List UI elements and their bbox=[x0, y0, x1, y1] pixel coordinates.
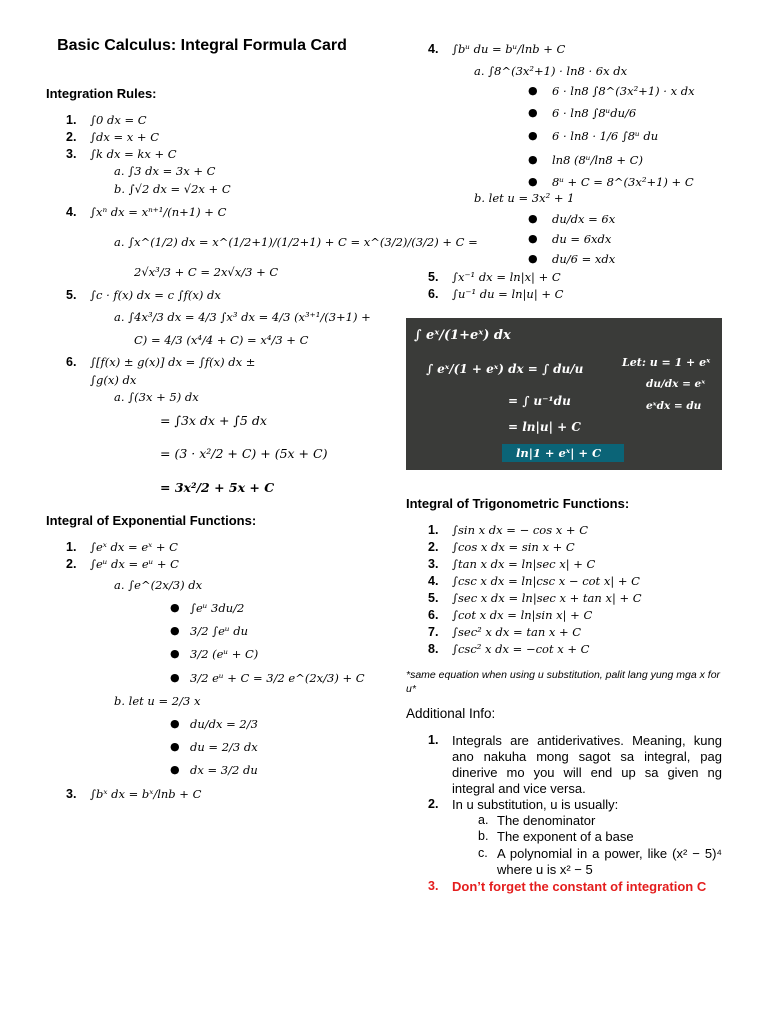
exp-step: du = 2/3 dx bbox=[190, 740, 258, 754]
info-sub-letter: c. bbox=[478, 846, 488, 860]
rule-step: = 3x²/2 + 5x + C bbox=[160, 480, 275, 495]
rule-sub-item: a. ∫4x³/3 dx = 4/3 ∫x³ dx = 4/3 (x³⁺¹/(3+1) + bbox=[114, 310, 371, 324]
board-dudx: du/dx = eˣ bbox=[646, 378, 706, 390]
exp-number: 3. bbox=[66, 787, 77, 801]
info-sub-item: The denominator bbox=[497, 813, 596, 828]
rule-sub-item: b. ∫√2 dx = √2x + C bbox=[114, 182, 231, 196]
trig-item: ∫cot x dx = ln|sin x| + C bbox=[452, 608, 593, 622]
rule-sub-item: a. ∫3 dx = 3x + C bbox=[114, 164, 216, 178]
rule-number: 2. bbox=[66, 130, 77, 144]
exp-step: 3/2 eᵘ + C = 3/2 e^(2x/3) + C bbox=[190, 671, 365, 685]
trig-item: ∫csc² x dx = −cot x + C bbox=[452, 642, 590, 656]
trig-number: 1. bbox=[428, 523, 439, 537]
bullet-icon: ● bbox=[170, 671, 180, 684]
trig-item: ∫sec² x dx = tan x + C bbox=[452, 625, 582, 639]
info-number: 1. bbox=[428, 733, 439, 747]
bullet-icon: ● bbox=[528, 175, 538, 188]
rule-number: 5. bbox=[66, 288, 77, 302]
info-item-highlight: Don’t forget the constant of integration C bbox=[452, 879, 707, 894]
exp-number: 1. bbox=[66, 540, 77, 554]
exp-number: 4. bbox=[428, 42, 439, 56]
exp-number: 6. bbox=[428, 287, 439, 301]
rule-number: 1. bbox=[66, 113, 77, 127]
rule-item: ∫dx = x + C bbox=[90, 130, 160, 144]
trig-item: ∫csc x dx = ln|csc x − cot x| + C bbox=[452, 574, 640, 588]
exp-sub-item: b. let u = 3x² + 1 bbox=[474, 191, 575, 205]
exp-item: ∫bᵘ du = bᵘ/lnb + C bbox=[452, 42, 566, 56]
rule-sub-item: a. ∫(3x + 5) dx bbox=[114, 390, 199, 404]
exp-number: 5. bbox=[428, 270, 439, 284]
trig-number: 3. bbox=[428, 557, 439, 571]
rule-item: ∫0 dx = C bbox=[90, 113, 147, 127]
trig-number: 5. bbox=[428, 591, 439, 605]
trig-heading: Integral of Trigonometric Functions: bbox=[406, 496, 630, 511]
trig-item: ∫cos x dx = sin x + C bbox=[452, 540, 575, 554]
exp-step: 6 · ln8 ∫8^(3x²+1) · x dx bbox=[552, 84, 695, 98]
rule-sub-item: C) = 4/3 (x⁴/4 + C) = x⁴/3 + C bbox=[134, 333, 309, 347]
exp-step: 8ᵘ + C = 8^(3x²+1) + C bbox=[552, 175, 694, 189]
trig-number: 6. bbox=[428, 608, 439, 622]
bullet-icon: ● bbox=[528, 153, 538, 166]
info-number: 3. bbox=[428, 879, 439, 893]
rule-number: 3. bbox=[66, 147, 77, 161]
board-let: Let: u = 1 + eˣ bbox=[622, 356, 711, 369]
info-sub-item: The exponent of a base bbox=[497, 829, 634, 844]
bullet-icon: ● bbox=[528, 252, 538, 265]
exponential-heading: Integral of Exponential Functions: bbox=[46, 513, 257, 528]
exp-step: 6 · ln8 ∫8ᵘdu/6 bbox=[552, 106, 637, 120]
exp-step: 6 · ln8 · 1/6 ∫8ᵘ du bbox=[552, 129, 659, 143]
exp-item: ∫bˣ dx = bˣ/lnb + C bbox=[90, 787, 202, 801]
exp-step: ∫eᵘ 3du/2 bbox=[190, 601, 245, 615]
bullet-icon: ● bbox=[170, 740, 180, 753]
rule-item: ∫[f(x) ± g(x)] dx = ∫f(x) dx ± bbox=[90, 355, 256, 369]
trig-item: ∫tan x dx = ln|sec x| + C bbox=[452, 557, 596, 571]
trig-number: 2. bbox=[428, 540, 439, 554]
board-equation: ∫ eˣ/(1 + eˣ) dx = ∫ du/u bbox=[426, 362, 584, 376]
bullet-icon: ● bbox=[528, 84, 538, 97]
rule-item-cont: ∫g(x) dx bbox=[90, 373, 137, 387]
exp-item: ∫eᵘ dx = eᵘ + C bbox=[90, 557, 179, 571]
trig-item: ∫sec x dx = ln|sec x + tan x| + C bbox=[452, 591, 642, 605]
exp-step: du/6 = xdx bbox=[552, 252, 616, 266]
trig-item: ∫sin x dx = − cos x + C bbox=[452, 523, 589, 537]
additional-heading: Additional Info: bbox=[406, 706, 496, 721]
exp-item: ∫eˣ dx = eˣ + C bbox=[90, 540, 178, 554]
rule-number: 4. bbox=[66, 205, 77, 219]
trig-number: 7. bbox=[428, 625, 439, 639]
rule-item: ∫k dx = kx + C bbox=[90, 147, 177, 161]
chalkboard-example bbox=[406, 318, 722, 470]
bullet-icon: ● bbox=[528, 212, 538, 225]
board-exdx: eˣdx = du bbox=[646, 400, 702, 412]
exp-step: dx = 3/2 du bbox=[190, 763, 258, 777]
exp-step: du/dx = 6x bbox=[552, 212, 616, 226]
integration-rules-heading: Integration Rules: bbox=[46, 86, 157, 101]
page-title: Basic Calculus: Integral Formula Card bbox=[57, 37, 347, 54]
board-answer: ln|1 + eˣ| + C bbox=[516, 446, 602, 460]
bullet-icon: ● bbox=[528, 129, 538, 142]
exp-step: 3/2 (eᵘ + C) bbox=[190, 647, 259, 661]
board-equation: = ln|u| + C bbox=[508, 420, 581, 434]
bullet-icon: ● bbox=[170, 624, 180, 637]
info-item: Integrals are antiderivatives. Meaning, kung ano nakuha mong sagot sa integral, pag dinerive mo you will end up sa given ng integral and vice versa. bbox=[452, 733, 722, 796]
rule-step: = ∫3x dx + ∫5 dx bbox=[160, 413, 267, 428]
exp-sub-item: a. ∫8^(3x²+1) · ln8 · 6x dx bbox=[474, 64, 628, 78]
exp-step: ln8 (8ᵘ/ln8 + C) bbox=[552, 153, 643, 167]
exp-sub-item: a. ∫e^(2x/3) dx bbox=[114, 578, 203, 592]
info-sub-letter: a. bbox=[478, 813, 489, 827]
trig-number: 4. bbox=[428, 574, 439, 588]
exp-sub-item: b. let u = 2/3 x bbox=[114, 694, 201, 708]
exp-step: du/dx = 2/3 bbox=[190, 717, 258, 731]
exp-step: du = 6xdx bbox=[552, 232, 612, 246]
exp-step: 3/2 ∫eᵘ du bbox=[190, 624, 248, 638]
trig-note: *same equation when using u substitution, palit lang yung mga x for u* bbox=[406, 669, 721, 695]
exp-number: 2. bbox=[66, 557, 77, 571]
trig-number: 8. bbox=[428, 642, 439, 656]
board-equation: = ∫ u⁻¹du bbox=[508, 394, 571, 408]
rule-item: ∫xⁿ dx = xⁿ⁺¹/(n+1) + C bbox=[90, 205, 227, 219]
bullet-icon: ● bbox=[170, 601, 180, 614]
exp-item: ∫u⁻¹ du = ln|u| + C bbox=[452, 287, 564, 301]
rule-sub-item: 2√x³/3 + C = 2x√x/3 + C bbox=[134, 265, 279, 279]
rule-number: 6. bbox=[66, 355, 77, 369]
rule-item: ∫c · f(x) dx = c ∫f(x) dx bbox=[90, 288, 221, 302]
bullet-icon: ● bbox=[528, 232, 538, 245]
exp-item: ∫x⁻¹ dx = ln|x| + C bbox=[452, 270, 561, 284]
info-number: 2. bbox=[428, 797, 439, 811]
bullet-icon: ● bbox=[170, 647, 180, 660]
bullet-icon: ● bbox=[170, 763, 180, 776]
board-problem: ∫ eˣ/(1+eˣ) dx bbox=[414, 328, 511, 343]
rule-step: = (3 · x²/2 + C) + (5x + C) bbox=[160, 446, 328, 461]
bullet-icon: ● bbox=[528, 106, 538, 119]
info-item: In u substitution, u is usually: bbox=[452, 797, 619, 812]
info-sub-item: A polynomial in a power, like (x² − 5)⁴ where u is x² − 5 bbox=[497, 846, 722, 877]
rule-sub-item: a. ∫x^(1/2) dx = x^(1/2+1)/(1/2+1) + C = x^(3/2)/(3/2) + C = bbox=[114, 235, 478, 249]
info-sub-letter: b. bbox=[478, 829, 489, 843]
bullet-icon: ● bbox=[170, 717, 180, 730]
